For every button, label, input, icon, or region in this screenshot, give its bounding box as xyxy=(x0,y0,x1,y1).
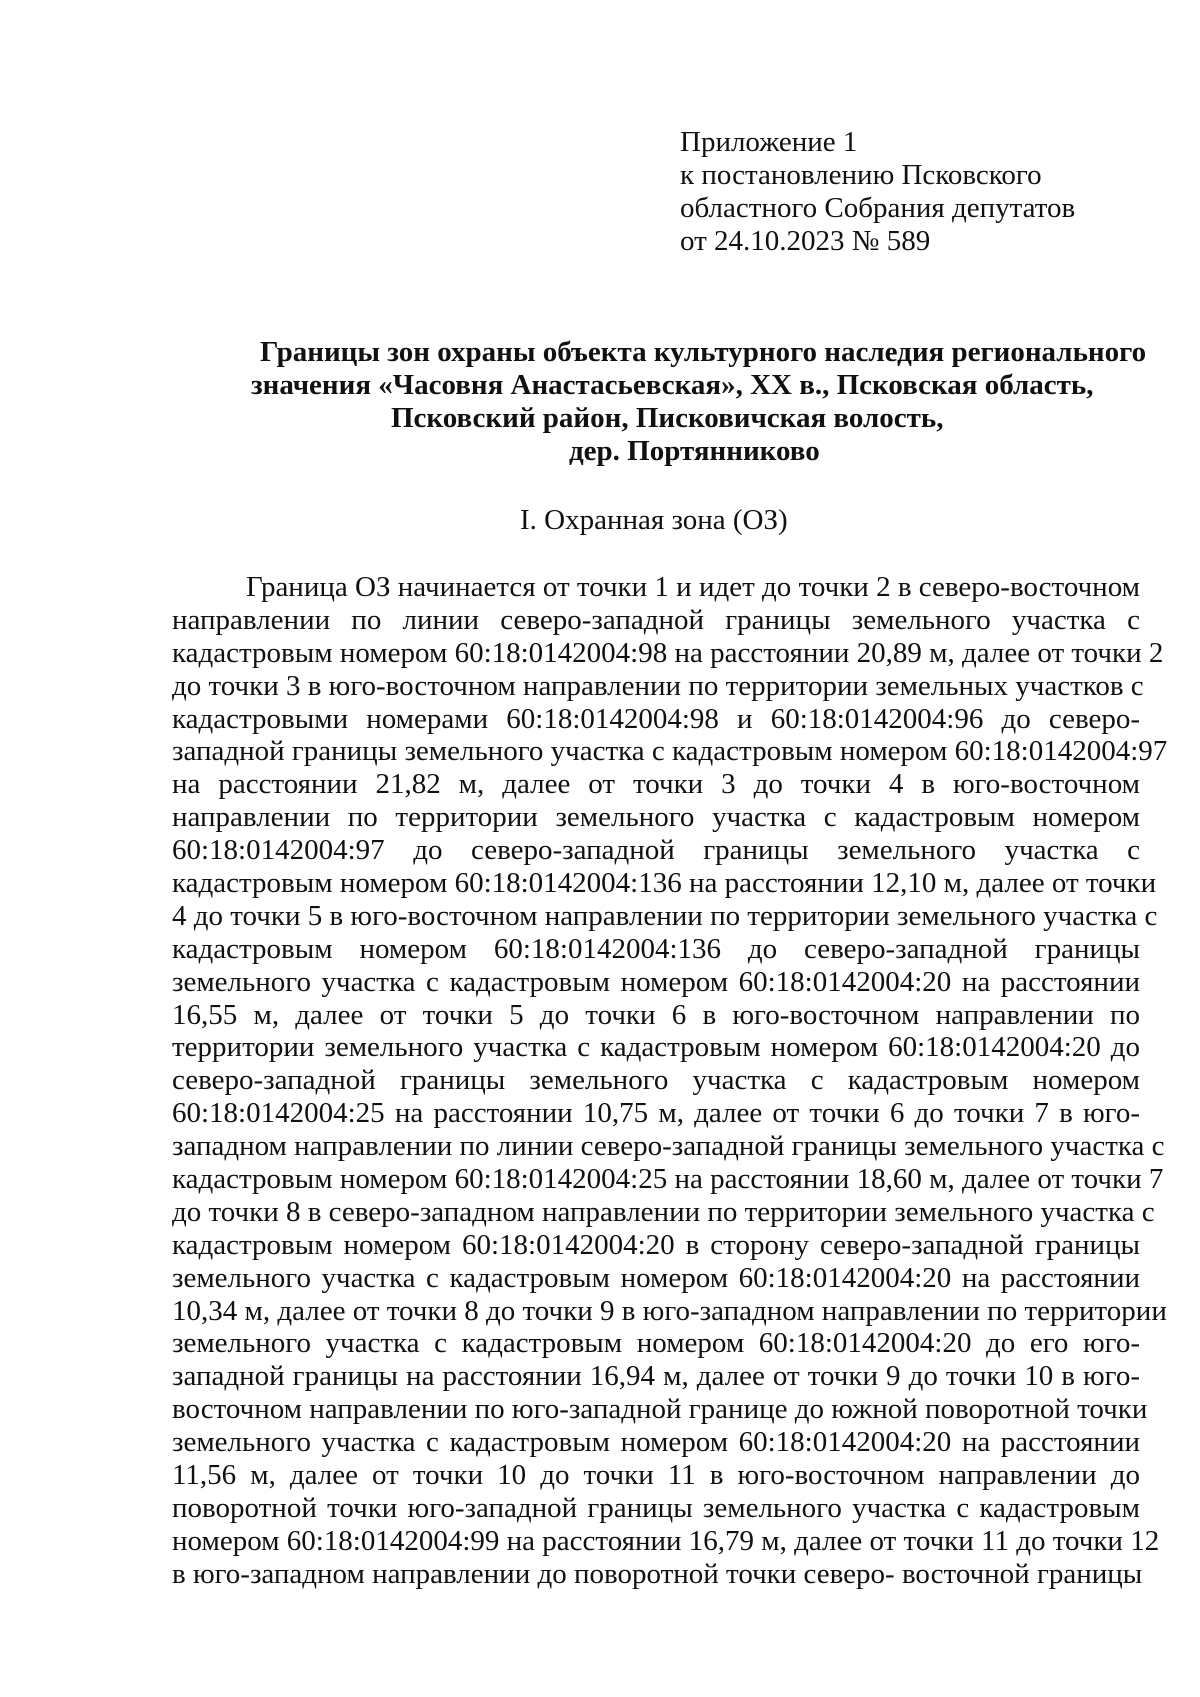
body-line: направлении по линии северо-западной границы земельного участка с xyxy=(172,603,1140,636)
title-line: значения «Часовня Анастасьевская», XX в., Псковская область, xyxy=(251,369,1094,401)
body-line: северо-западной границы земельного участка с кадастровым номером xyxy=(172,1064,1140,1097)
body-line: номером 60:18:0142004:99 на расстоянии 16,79 м, далее от точки 11 до точки 12 xyxy=(172,1524,1160,1557)
body-line: кадастровым номером 60:18:0142004:25 на расстоянии 18,60 м, далее от точки 7 xyxy=(172,1163,1164,1196)
body-paragraph xyxy=(172,571,1168,1591)
appendix-line: от 24.10.2023 № 589 xyxy=(680,225,931,257)
body-line: восточном направлении по юго-западной границе до южной поворотной точки xyxy=(172,1393,1148,1426)
body-line: земельного участка с кадастровым номером 60:18:0142004:20 до его юго- xyxy=(172,1327,1140,1360)
body-line: 10,34 м, далее от точки 8 до точки 9 в юго-западном направлении по территории xyxy=(172,1294,1167,1327)
appendix-line: Приложение 1 xyxy=(680,126,858,158)
body-line: земельного участка с кадастровым номером 60:18:0142004:20 на расстоянии xyxy=(172,1261,1140,1294)
body-line: 60:18:0142004:25 на расстоянии 10,75 м, далее от точки 6 до точки 7 в юго- xyxy=(172,1097,1140,1130)
body-line: кадастровыми номерами 60:18:0142004:98 и 60:18:0142004:96 до северо- xyxy=(172,702,1140,735)
section-heading: I. Охранная зона (ОЗ) xyxy=(520,504,788,536)
title-line: Границы зон охраны объекта культурного наследия регионального xyxy=(260,336,1147,368)
body-line: 11,56 м, далее от точки 10 до точки 11 в юго-восточном направлении до xyxy=(172,1459,1140,1492)
document-title xyxy=(180,336,1180,468)
body-line: направлении по территории земельного участка с кадастровым номером xyxy=(172,801,1140,834)
body-line: кадастровым номером 60:18:0142004:20 в сторону северо-западной границы xyxy=(172,1228,1140,1261)
title-line: дер. Портянниково xyxy=(569,435,820,467)
appendix-line: к постановлению Псковского xyxy=(680,159,1042,191)
body-line: 4 до точки 5 в юго-восточном направлении по территории земельного участка с xyxy=(172,899,1158,932)
body-line: кадастровым номером 60:18:0142004:98 на расстоянии 20,89 м, далее от точки 2 xyxy=(172,636,1164,669)
title-line: Псковский район, Писковичская волость, xyxy=(391,402,944,434)
body-line: на расстоянии 21,82 м, далее от точки 3 до точки 4 в юго-восточном xyxy=(172,768,1140,801)
body-line: до точки 8 в северо-западном направлении по территории земельного участка с xyxy=(172,1195,1155,1228)
body-line: земельного участка с кадастровым номером 60:18:0142004:20 на расстоянии xyxy=(172,965,1140,998)
body-line: поворотной точки юго-западной границы земельного участка с кадастровым xyxy=(172,1491,1140,1524)
body-line: в юго-западном направлении до поворотной точки северо- восточной границы xyxy=(172,1557,1143,1590)
body-line: Граница ОЗ начинается от точки 1 и идет до точки 2 в северо-восточном xyxy=(246,571,1140,603)
body-line: до точки 3 в юго-восточном направлении по территории земельных участков с xyxy=(172,669,1144,702)
body-line: кадастровым номером 60:18:0142004:136 на расстоянии 12,10 м, далее от точки xyxy=(172,867,1157,900)
body-line: западном направлении по линии северо-западной границы земельного участка с xyxy=(172,1130,1165,1163)
body-line: кадастровым номером 60:18:0142004:136 до северо-западной границы xyxy=(172,932,1140,965)
body-line: территории земельного участка с кадастровым номером 60:18:0142004:20 до xyxy=(172,1031,1140,1064)
body-line: земельного участка с кадастровым номером 60:18:0142004:20 на расстоянии xyxy=(172,1426,1140,1459)
appendix-reference-block xyxy=(680,126,1120,258)
body-line: западной границы земельного участка с кадастровым номером 60:18:0142004:97 xyxy=(172,735,1168,768)
body-line: западной границы на расстоянии 16,94 м, далее от точки 9 до точки 10 в юго- xyxy=(172,1360,1140,1393)
body-line: 60:18:0142004:97 до северо-западной границы земельного участка с xyxy=(172,834,1140,867)
appendix-line: областного Собрания депутатов xyxy=(680,192,1076,224)
body-line: 16,55 м, далее от точки 5 до точки 6 в юго-восточном направлении по xyxy=(172,998,1140,1031)
